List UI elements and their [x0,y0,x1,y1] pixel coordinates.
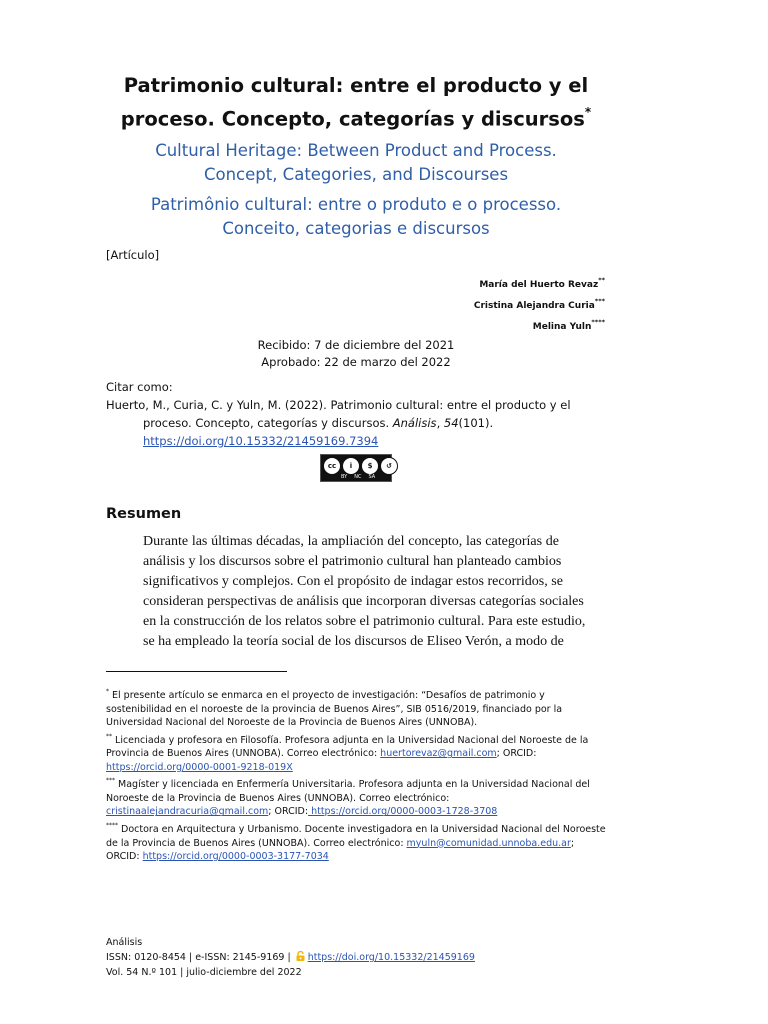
footer-issue: Vol. 54 N.º 101 | julio-diciembre del 2022 [106,967,302,978]
footnote-marker: ** [106,732,112,740]
submission-dates [60,337,652,371]
abstract-line: Durante las últimas décadas, la ampliación del concepto, las categorías de [143,534,559,549]
footer-issn: ISSN: 0120-8454 | e-ISSN: 2145-9169 | [106,952,294,963]
citation-title-part: proceso. Concepto, categorías y discursos. [143,416,393,430]
subtitle-portuguese-line-1: Patrimônio cultural: entre o produto e o processo. [150,195,562,214]
subtitle-portuguese-line-2: Conceito, categorias e discursos [222,219,490,238]
subtitle-english-line-1: Cultural Heritage: Between Product and Process. [155,141,557,160]
orcid-label: ; ORCID: [268,806,309,818]
received-date: Recibido: 7 de diciembre del 2021 [257,338,455,352]
footnote-marker: *** [106,777,115,785]
title-line-1: Patrimonio cultural: entre el producto y el [123,74,589,97]
citation-volume: 54 [443,416,459,430]
footnote-text: Doctora en Arquitectura y Urbanismo. Docente investigadora en la Universidad Nacional del Noroeste de la Provincia de Buenos Aires (UNNOBA). Correo electrónico: [106,824,606,849]
footnote-1 [106,686,606,730]
cc-icon: cc [323,457,341,475]
subtitle-portuguese [60,193,652,241]
citation-line-3 [106,432,606,450]
title-footnote-marker[interactable]: * [584,105,592,119]
author-list [474,273,605,336]
citation-line-1: Huerto, M., Curia, C. y Yuln, M. (2022). Patrimonio cultural: entre el producto y el [106,398,571,412]
orcid-link[interactable]: https://orcid.org/0000-0003-1728-3708 [308,806,498,818]
license-label-by: BY [341,474,348,480]
creative-commons-license-badge[interactable] [320,454,392,482]
article-title [60,72,652,134]
page-footer [106,935,475,980]
footnote-4 [106,820,606,864]
footnotes [106,686,606,865]
footer-journal: Análisis [106,937,143,948]
citation-issue: (101). [458,416,494,430]
abstract-body [143,532,586,652]
abstract-line: se ha empleado la teoría social de los discursos de Eliseo Verón, a modo de [143,634,564,649]
author-name: Melina Yuln [532,322,592,332]
citation-separator: , [436,416,444,430]
email-link[interactable]: huertorevaz@gmail.com [380,748,497,760]
open-access-lock-icon [296,951,305,961]
footnote-2 [106,731,606,775]
footnote-marker: **** [106,821,118,829]
subtitle-english-line-2: Concept, Categories, and Discourses [203,165,509,184]
author-footnote-marker[interactable]: *** [594,297,605,305]
footer-doi-link[interactable]: https://doi.org/10.15332/21459169 [307,952,475,963]
abstract-line: consideran perspectivas de análisis que incorporan diversas categorías sociales [143,594,584,609]
article-type-tag: [Artículo] [106,248,160,262]
orcid-link[interactable]: https://orcid.org/0000-0003-3177-7034 [142,851,329,863]
citation-line-2 [106,414,606,432]
footnote-separator [106,671,287,672]
email-link[interactable]: cristinaalejandracuria@gmail.com [106,806,269,818]
footnote-text: Magíster y licenciada en Enfermería Universitaria. Profesora adjunta en la Universidad Nacional del Noroeste de la Provincia de Buenos Aires (UNNOBA). Correo electrónico: [106,779,590,804]
author-3 [474,315,605,336]
orcid-label: ; ORCID: [106,837,575,863]
citation-block [106,378,606,450]
license-icons [323,457,398,475]
abstract-line: significativos y complejos. Con el propósito de indagar estos recorridos, se [143,574,563,589]
title-line-2-text: proceso. Concepto, categorías y discursos [120,107,585,131]
orcid-link[interactable]: https://orcid.org/0000-0001-9218-019X [106,761,293,773]
title-line-2 [60,100,652,134]
citation-label: Citar como: [106,380,173,394]
license-label-nc: NC [354,474,362,480]
by-icon: i [342,457,360,475]
footer-issn-line [106,950,475,965]
footnote-3 [106,775,606,819]
footnote-marker: * [106,688,109,695]
approved-date: Aprobado: 22 de marzo del 2022 [261,355,451,369]
author-footnote-marker[interactable]: **** [591,318,605,326]
sa-icon: ↺ [380,457,398,475]
nc-icon: $ [361,457,379,475]
author-1 [474,273,605,294]
abstract-line: análisis y los discursos sobre el patrimonio cultural han planteado cambios [143,554,562,569]
author-name: María del Huerto Revaz [479,280,599,290]
citation-journal: Análisis [392,416,437,430]
footnote-text: El presente artículo se enmarca en el proyecto de investigación: “Desafíos de patrimonio y sostenibilidad en el noroeste de la provincia de Buenos Aires”, SIB 0516/2019, financiado por la Universidad Nacional del Noroeste de la Provincia de Buenos Aires (UNNOBA). [106,690,563,729]
author-2 [474,294,605,315]
author-name: Cristina Alejandra Curia [473,301,595,311]
author-footnote-marker[interactable]: ** [598,276,605,284]
orcid-label: ; ORCID: [496,748,537,760]
citation-doi-link[interactable]: https://doi.org/10.15332/21459169.7394 [143,434,379,448]
license-labels [341,474,375,480]
abstract-heading: Resumen [106,506,182,522]
subtitle-english [60,139,652,187]
abstract-line: en la construcción de los relatos sobre el patrimonio cultural. Para este estudio, [143,614,586,629]
email-link[interactable]: myuln@comunidad.unnoba.edu.ar [406,837,571,849]
license-label-sa: SA [368,474,376,480]
footnote-text: Licenciada y profesora en Filosofía. Profesora adjunta en la Universidad Nacional del Noroeste de la Provincia de Buenos Aires (UNNOBA). Correo electrónico: [106,734,589,760]
